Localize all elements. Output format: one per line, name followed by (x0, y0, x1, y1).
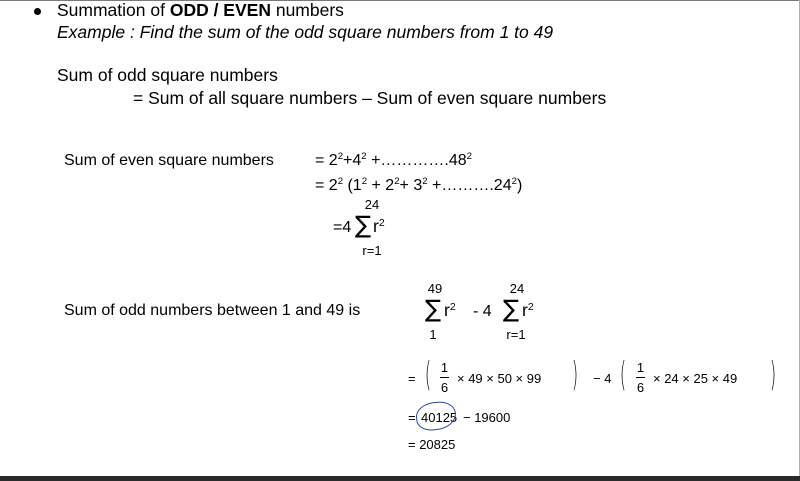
frac-den: 6 (636, 380, 645, 395)
step3-result: = 20825 (408, 437, 456, 452)
odd-sigma2-upper-limit: 24 (509, 281, 525, 296)
example-sentence: Example : Find the sum of the odd square numbers from 1 to 49 (57, 22, 554, 42)
definition-line-1: Sum of odd square numbers (57, 65, 278, 85)
frac-num: 1 (440, 360, 449, 375)
exp: 2 (337, 151, 344, 163)
step1-open-paren-1: ( (425, 355, 431, 395)
step1-product-1: × 49 × 50 × 99 (457, 371, 542, 386)
close-paren: ) (516, 177, 523, 194)
section-heading (57, 2, 344, 20)
exp: 2 (337, 176, 344, 188)
bullet-point (34, 8, 41, 15)
odd-sigma1-term (444, 302, 456, 320)
even-sigma-term (373, 218, 385, 236)
even-sum-line-1 (315, 153, 472, 169)
step1-minus-four: − 4 (593, 371, 612, 386)
bottom-border (0, 476, 800, 481)
exp: 2 (361, 151, 367, 163)
heading-prefix: Summation of (57, 0, 170, 20)
term-r: r (444, 300, 450, 320)
odd-sum-label: Sum of odd numbers between 1 and 49 is (64, 302, 361, 319)
exp: 2 (449, 300, 456, 313)
eq-two: = 2 (315, 177, 338, 194)
step1-equals: = (408, 371, 416, 386)
step1-fraction-2 (636, 361, 645, 394)
dots-48: +………….48 (366, 152, 467, 169)
even-sigma-lower-limit: r=1 (362, 243, 382, 258)
even-sigma-icon: ∑ (355, 211, 372, 239)
dots-24: +……….24 (427, 177, 512, 194)
odd-sigma2-term (522, 302, 534, 320)
term-r: r (373, 216, 379, 236)
even-sigma-upper-limit: 24 (364, 197, 380, 212)
odd-sigma1-upper-limit: 49 (427, 281, 443, 296)
step1-open-paren-2: ( (620, 355, 626, 395)
exp: 2 (361, 176, 368, 188)
plus-three: + 3 (399, 177, 423, 194)
frac-den: 6 (440, 380, 449, 395)
step2-equals: = (408, 410, 416, 425)
frac-bar (440, 377, 449, 378)
step1-close-paren-2: ) (770, 355, 776, 395)
frac-num: 1 (636, 360, 645, 375)
plus-four: +4 (343, 152, 362, 169)
exp: 2 (527, 300, 534, 313)
odd-sigma1-icon: ∑ (425, 295, 442, 323)
odd-sigma2-icon: ∑ (503, 295, 520, 323)
step1-close-paren-1: ) (572, 355, 578, 395)
exp: 2 (378, 216, 385, 229)
definition-line-2: = Sum of all square numbers – Sum of even square numbers (133, 88, 607, 108)
exp: 2 (511, 176, 517, 188)
exp: 2 (422, 176, 428, 188)
even-sigma-coefficient: =4 (333, 219, 352, 236)
step2-value: 40125 (421, 410, 458, 425)
plus-two: + 2 (367, 177, 395, 194)
eq-two: = 2 (315, 152, 338, 169)
exp: 2 (394, 176, 400, 188)
heading-suffix: numbers (270, 0, 344, 20)
open-one: (1 (343, 177, 362, 194)
odd-sigma2-lower-limit: r=1 (506, 327, 526, 342)
heading-odd-even: ODD / EVEN (169, 0, 271, 20)
frac-bar (636, 377, 645, 378)
hand-drawn-circle (415, 400, 458, 432)
step1-product-2: × 24 × 25 × 49 (653, 371, 738, 386)
even-sum-label: Sum of even square numbers (64, 152, 274, 169)
step2-subtraction: − 19600 (463, 410, 511, 425)
even-sum-line-2 (315, 178, 522, 194)
odd-minus-four: - 4 (473, 303, 492, 320)
odd-sigma1-lower-limit: 1 (429, 327, 437, 342)
example-text (57, 24, 553, 42)
step1-fraction-1 (440, 361, 449, 394)
term-r: r (522, 300, 528, 320)
exp: 2 (466, 151, 472, 163)
